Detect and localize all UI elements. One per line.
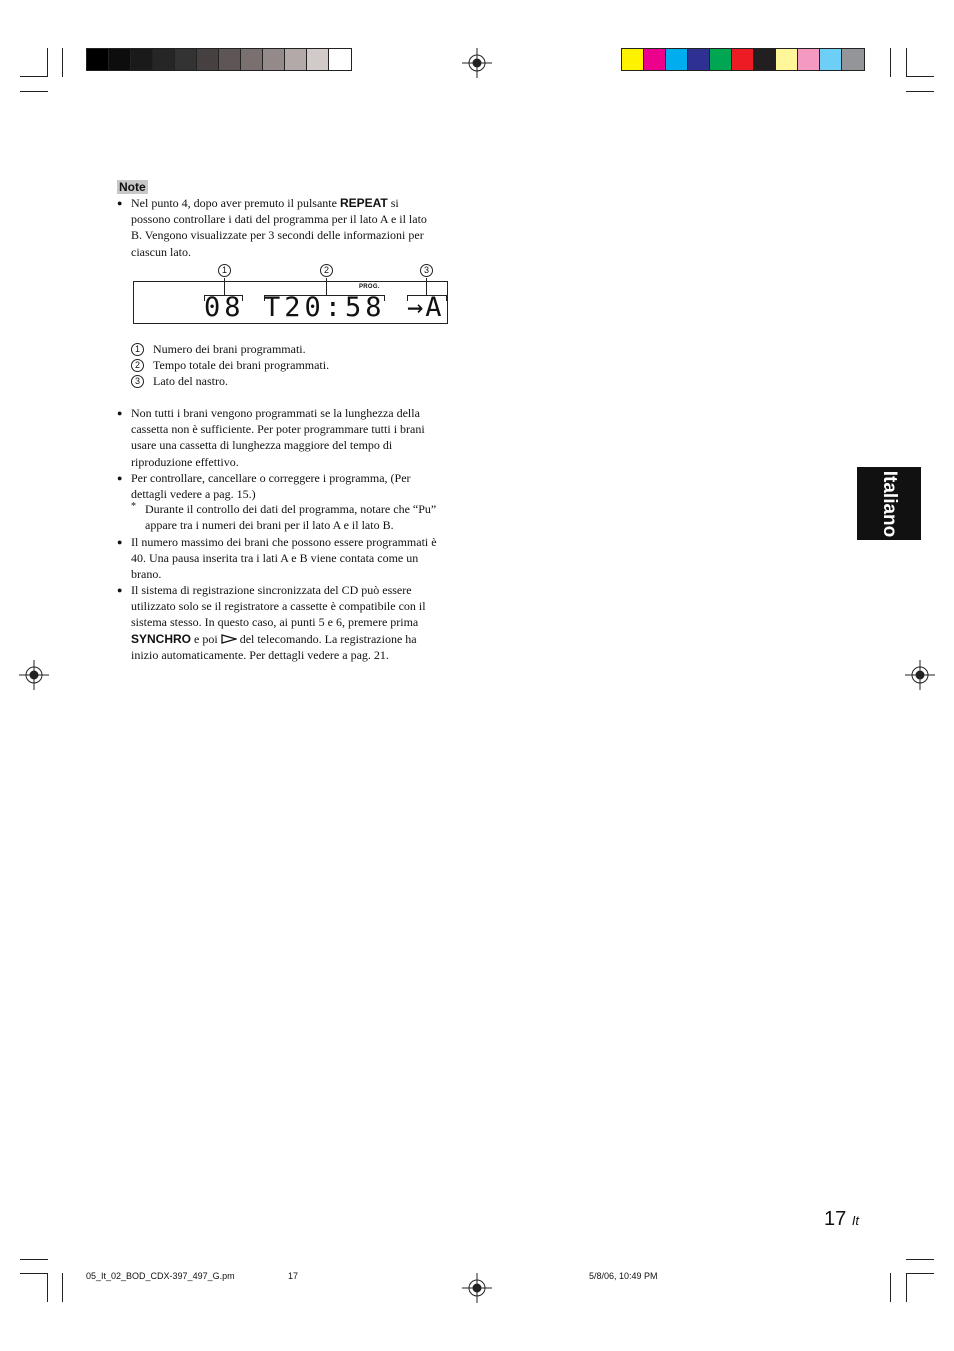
footer-date: 5/8/06, 10:49 PM <box>589 1271 658 1281</box>
crop-mark <box>890 1273 891 1302</box>
color-swatch <box>219 49 241 70</box>
color-swatch <box>732 49 754 70</box>
legend-text: Lato del nastro. <box>153 374 228 388</box>
page-number <box>824 1208 859 1231</box>
note-line: B. Vengono visualizzate per 3 secondi delle informazioni per <box>131 228 424 243</box>
crop-mark <box>890 48 891 77</box>
text-line: appare tra i numeri dei brani per il lato A e il lato B. <box>145 518 394 533</box>
note-line: ciascun lato. <box>131 244 191 259</box>
color-swatch <box>263 49 285 70</box>
color-swatch <box>329 49 351 70</box>
text-line: dettagli vedere a pag. 15.) <box>131 487 256 502</box>
crop-mark <box>906 48 907 77</box>
crop-mark <box>906 1273 934 1274</box>
grayscale-bar <box>86 48 352 71</box>
crop-mark <box>906 76 934 77</box>
color-swatch <box>776 49 798 70</box>
bullet-dot: ● <box>117 585 123 595</box>
color-swatch <box>644 49 666 70</box>
bullet-paragraph <box>131 534 461 583</box>
color-swatch <box>285 49 307 70</box>
text-line: brano. <box>131 567 162 582</box>
color-swatch <box>241 49 263 70</box>
color-swatch <box>197 49 219 70</box>
note-line: possono controllare i dati del programma per il lato A e il lato <box>131 212 427 227</box>
text-line: cassetta non è sufficiente. Per poter programmare tutti i brani <box>131 422 425 437</box>
registration-mark-icon <box>905 660 935 690</box>
callout-1: 1 <box>218 264 231 277</box>
footer-filename: 05_It_02_BOD_CDX-397_497_G.pm <box>86 1271 235 1281</box>
color-swatch <box>622 49 644 70</box>
synchro-button-label: SYNCHRO <box>131 631 192 646</box>
bullet-dot: ● <box>117 408 123 418</box>
legend-item <box>131 341 306 357</box>
note-paragraph <box>131 195 461 260</box>
crop-mark <box>906 1273 907 1302</box>
lcd-tape-side: →A <box>407 292 444 323</box>
footer-page: 17 <box>288 1271 299 1281</box>
text-line <box>131 631 461 647</box>
note-text: si <box>387 196 399 210</box>
prog-indicator: PROG. <box>359 284 380 290</box>
text-line: Per controllare, cancellare o correggere i programma, (Per <box>131 471 411 485</box>
text-line: Durante il controllo dei dati del programma, notare che “Pu” <box>145 502 437 516</box>
color-swatch <box>131 49 153 70</box>
color-swatch <box>153 49 175 70</box>
sub-paragraph <box>145 501 465 533</box>
legend-num: 1 <box>131 343 144 356</box>
bullet-paragraph <box>131 470 461 502</box>
asterisk: * <box>131 501 136 512</box>
play-triangle-icon <box>221 634 237 644</box>
crop-mark <box>20 1273 48 1274</box>
crop-mark <box>47 1273 48 1302</box>
color-swatch <box>710 49 732 70</box>
legend-item <box>131 357 329 373</box>
color-swatch <box>688 49 710 70</box>
bullet-paragraph <box>131 405 461 470</box>
legend-item <box>131 373 228 389</box>
crop-mark <box>906 1259 934 1260</box>
color-swatch <box>842 49 864 70</box>
text-line: utilizzato solo se il registratore a cassette è compatibile con il <box>131 599 426 614</box>
text-line: inizio automaticamente. Per dettagli vedere a pag. 21. <box>131 647 389 662</box>
color-swatch <box>175 49 197 70</box>
legend-num: 2 <box>131 359 144 372</box>
text-line: Non tutti i brani vengono programmati se la lunghezza della <box>131 406 420 420</box>
crop-mark <box>20 91 48 92</box>
lcd-track-count: 08 <box>204 292 245 323</box>
color-swatch <box>754 49 776 70</box>
text-line: Il numero massimo dei brani che possono essere programmati è <box>131 535 437 549</box>
page-number-value: 17 <box>824 1208 847 1230</box>
crop-mark <box>20 76 48 77</box>
color-swatch <box>109 49 131 70</box>
crop-mark <box>62 48 63 77</box>
language-tab <box>857 467 921 540</box>
note-text: Nel punto 4, dopo aver premuto il pulsante <box>131 196 340 210</box>
legend-num: 3 <box>131 375 144 388</box>
callout-3: 3 <box>420 264 433 277</box>
bullet-dot: ● <box>117 198 123 208</box>
bullet-dot: ● <box>117 473 123 483</box>
color-swatch <box>307 49 329 70</box>
crop-mark <box>906 91 934 92</box>
legend-text: Numero dei brani programmati. <box>153 342 306 356</box>
text-line: 40. Una pausa inserita tra i lati A e B viene contata come un <box>131 551 419 566</box>
bullet-dot: ● <box>117 537 123 547</box>
text-span: del telecomando. La registrazione ha <box>236 631 417 646</box>
crop-mark <box>47 48 48 77</box>
language-tab-label: Italiano <box>879 470 900 537</box>
note-label: Note <box>119 180 146 194</box>
text-line: sistema stesso. In questo caso, ai punti 5 e 6, premere prima <box>131 615 419 630</box>
text-line: Il sistema di registrazione sincronizzata del CD può essere <box>131 583 412 597</box>
color-swatch <box>798 49 820 70</box>
page-language-suffix: It <box>851 1213 860 1228</box>
lcd-total-time: T20:58 <box>264 292 386 323</box>
legend-text: Tempo totale dei brani programmati. <box>153 358 330 372</box>
registration-mark-icon <box>462 48 492 78</box>
color-swatch <box>87 49 109 70</box>
registration-mark-icon <box>462 1273 492 1303</box>
text-span: e poi <box>191 631 221 646</box>
bullet-paragraph <box>131 582 461 663</box>
process-color-bar <box>621 48 865 71</box>
registration-mark-icon <box>19 660 49 690</box>
callout-2: 2 <box>320 264 333 277</box>
color-swatch <box>666 49 688 70</box>
crop-mark <box>20 1259 48 1260</box>
crop-mark <box>62 1273 63 1302</box>
text-line: riproduzione effettivo. <box>131 454 239 469</box>
text-line: usare una cassetta di lunghezza maggiore del tempo di <box>131 438 393 453</box>
color-swatch <box>820 49 842 70</box>
repeat-button-label: REPEAT <box>339 196 388 210</box>
